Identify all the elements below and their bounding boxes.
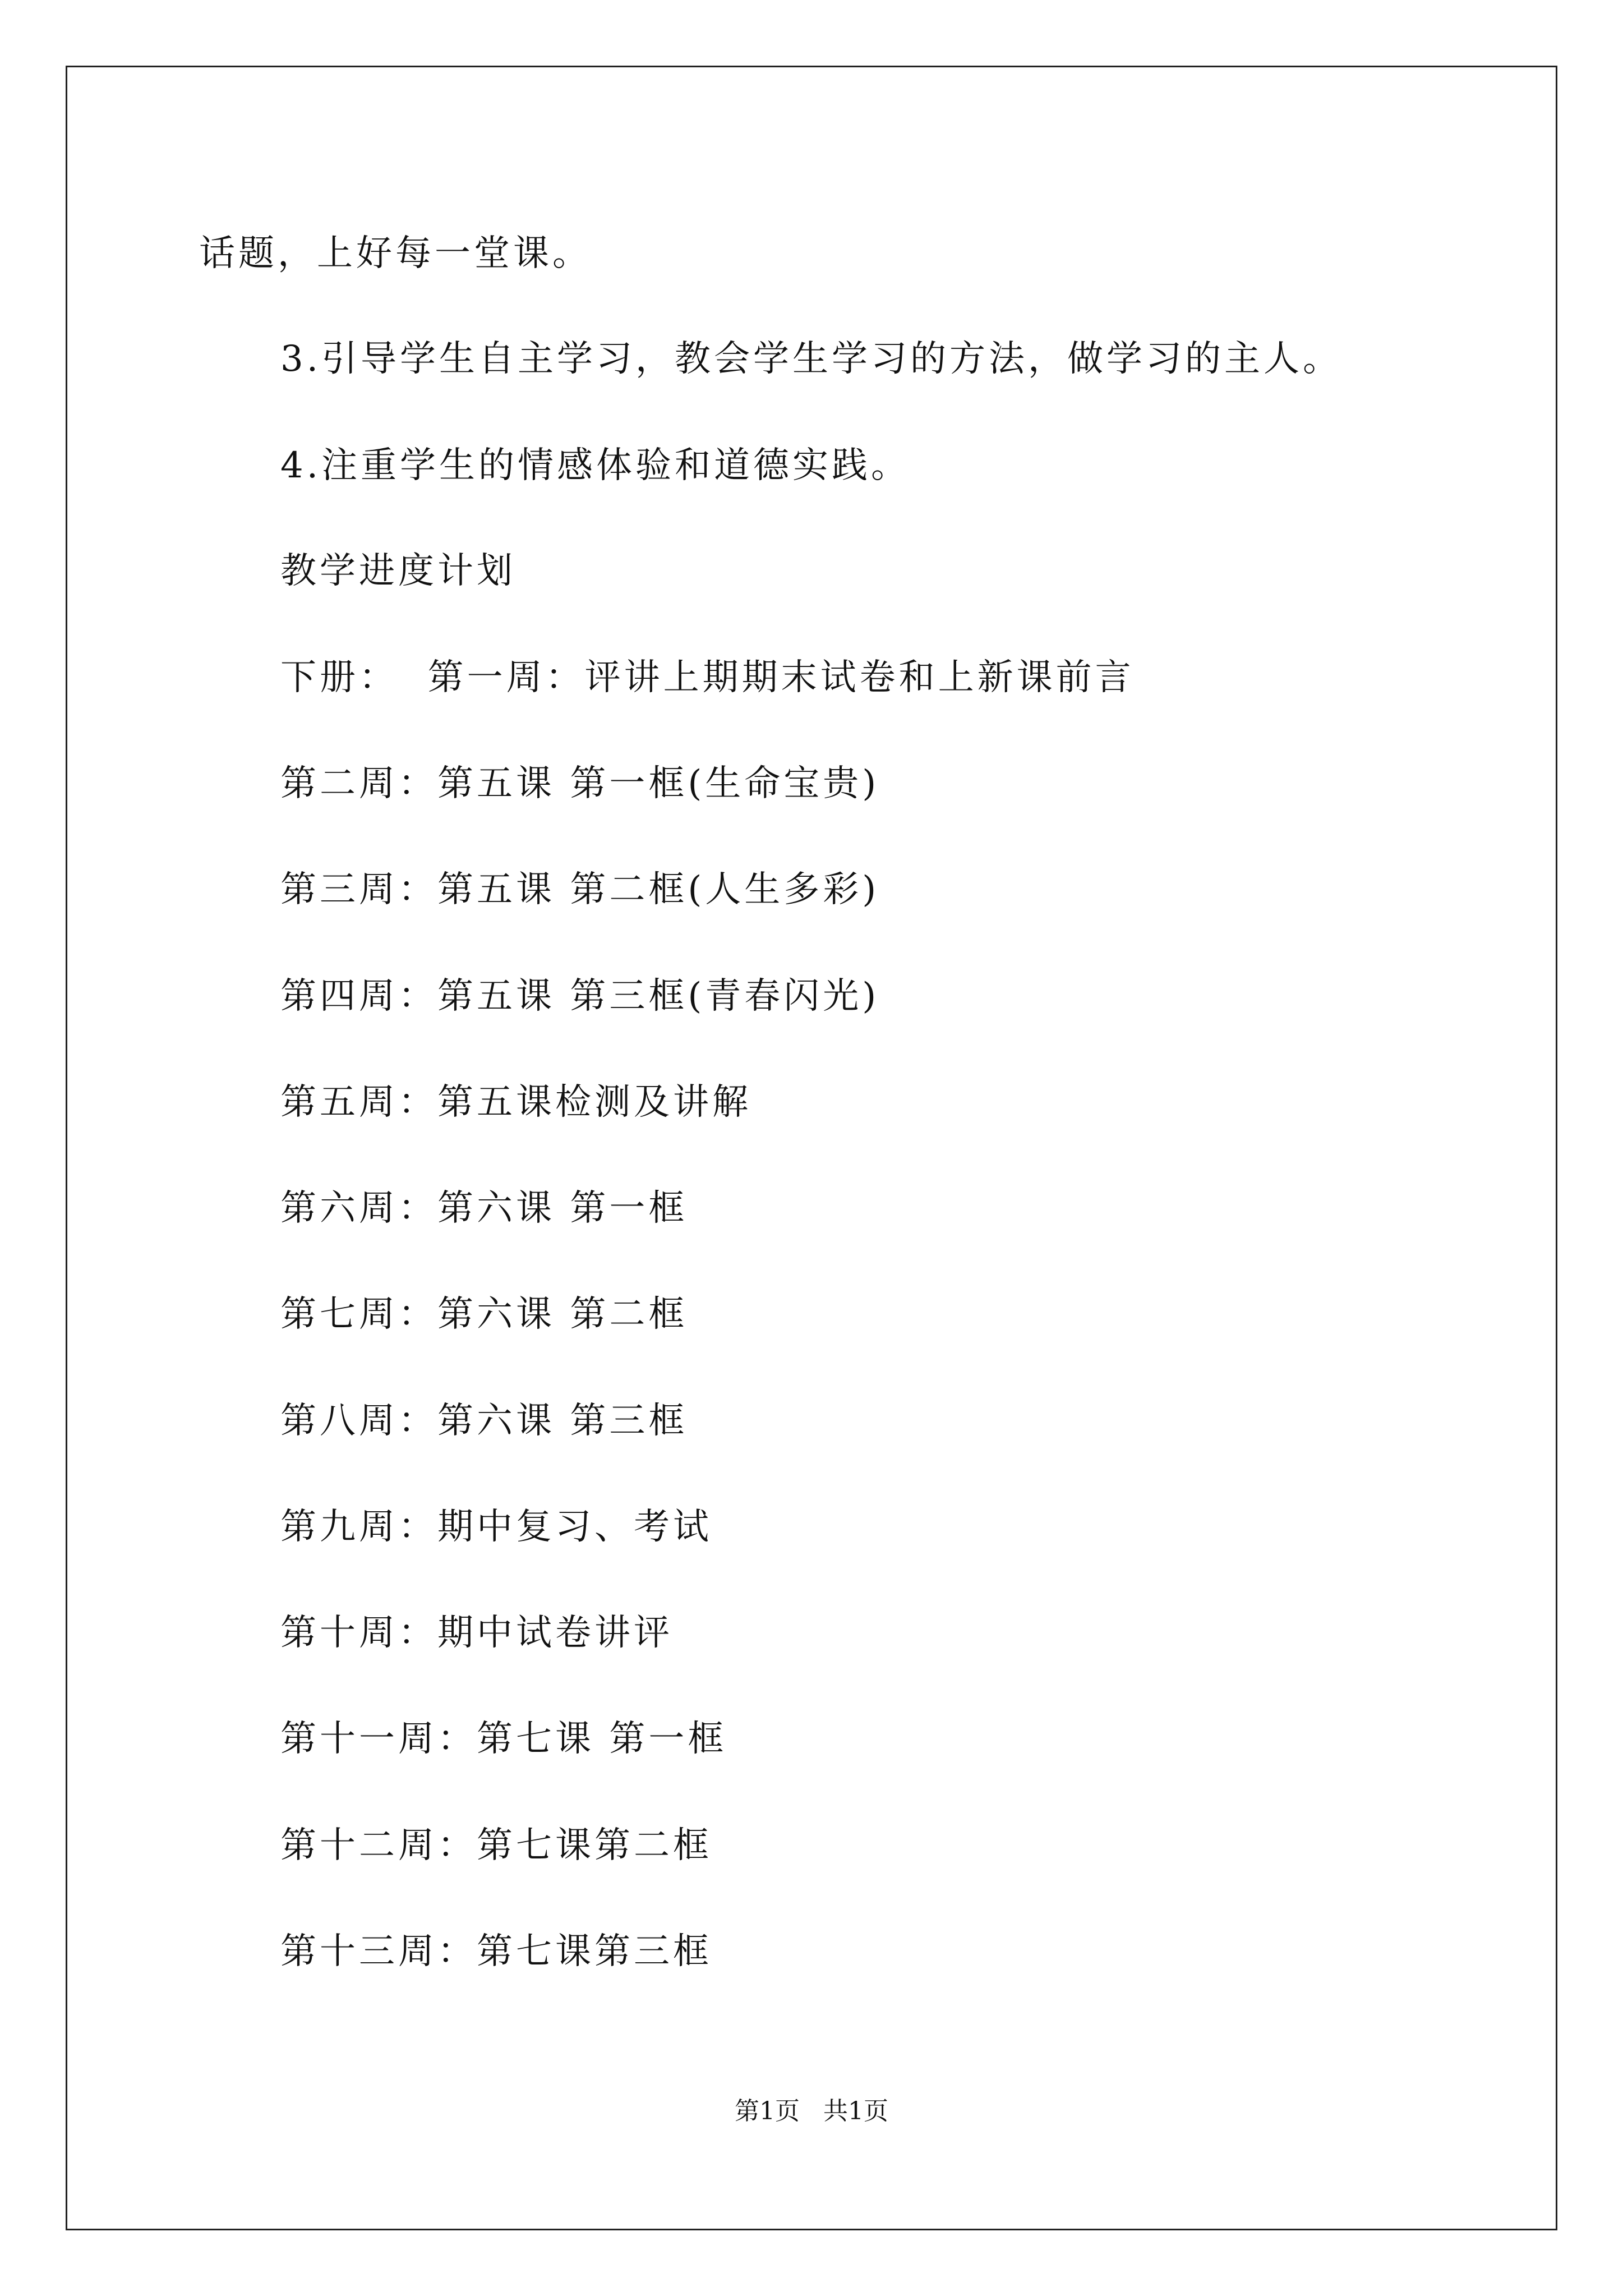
schedule-week-3: 第三周：第五课 第二框(人生多彩) (280, 869, 880, 910)
schedule-week-6: 第六周：第六课 第一框 (280, 1188, 688, 1229)
schedule-week-12: 第十二周：第七课第二框 (280, 1825, 712, 1866)
schedule-week-7: 第七周：第六课 第二框 (280, 1294, 688, 1335)
text-line-point-3: 3.引导学生自主学习，教会学生学习的方法，做学习的主人。 (280, 338, 1343, 380)
schedule-week-9: 第九周：期中复习、考试 (280, 1506, 712, 1548)
schedule-week-4: 第四周：第五课 第三框(青春闪光) (280, 976, 880, 1017)
schedule-week-2: 第二周：第五课 第一框(生命宝贵) (280, 763, 880, 804)
text-line-continuation: 话题，上好每一堂课。 (199, 233, 592, 274)
page-footer: 第1页 共1页 (735, 2097, 888, 2125)
schedule-week-13: 第十三周：第七课第三框 (280, 1931, 712, 1972)
text-line-point-4: 4.注重学生的情感体验和道德实践。 (280, 445, 911, 486)
schedule-week-1: 下册： 第一周：评讲上期期末试卷和上新课前言 (280, 657, 1135, 698)
section-heading-schedule: 教学进度计划 (280, 550, 516, 592)
schedule-week-8: 第八周：第六课 第三框 (280, 1400, 688, 1442)
schedule-week-5: 第五周：第五课检测及讲解 (280, 1082, 751, 1123)
page-border (66, 66, 1557, 2230)
schedule-week-10: 第十周：期中试卷讲评 (280, 1612, 673, 1654)
schedule-week-11: 第十一周：第七课 第一框 (280, 1718, 727, 1760)
